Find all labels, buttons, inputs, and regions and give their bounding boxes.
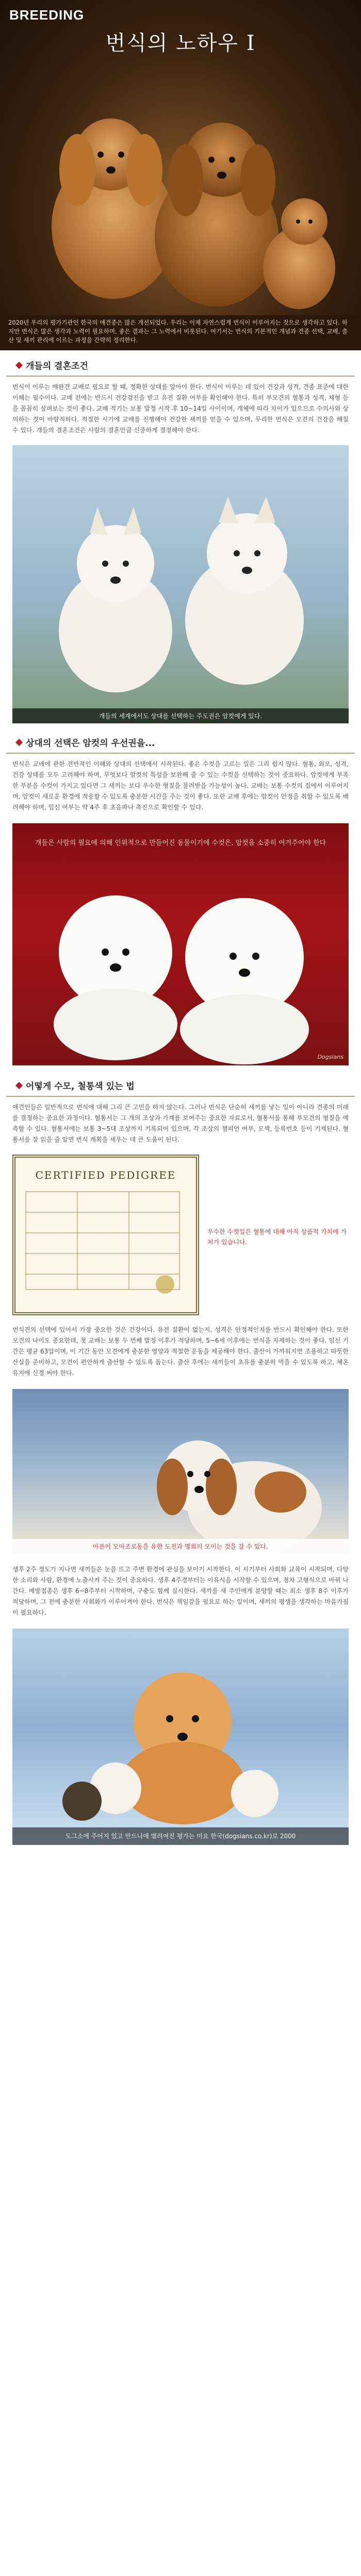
section-2-body: 번식은 교배에 관한 전반적인 이해와 상대의 선택에서 시작된다. 좋은 수컷을 고르는 일은 그리 쉽지 않다. 혈통, 외모, 성격, 건강 상태를 모두 고려해야 하며, 무엇보다 암컷의 특성을 보완해 줄 수 있는 수컷을 선택하는 것이 중요하다. 암컷에게 부족한 부분을 수컷이 가지고 있다면 그 새끼는 보다 우수한 형질을 물려받을 가능성이 높다. 교배는 보통 수컷의 집에서 이루어지며, 암컷이 새로운 환경에 적응할 수 있도록 충분한 시간을 주는 것이 좋다. 또한 교배 후에는 암컷이 안정을 취할 수 있도록 배려해야 하며, 임신 여부는 약 4주 후 초음파나 촉진으로 확인할 수 있다. (12, 760, 349, 811)
pedigree-certificate (12, 1155, 199, 1315)
spaniel-illustration (12, 1389, 349, 1554)
hero-banner (0, 0, 361, 350)
westie-caption: 개들의 세계에서도 상대를 선택하는 주도권은 암컷에게 있다. (12, 708, 349, 723)
page-title: 번식의 노하우 Ⅰ (105, 31, 256, 55)
westie-photo (12, 445, 349, 723)
bichon-photo (12, 823, 349, 1065)
section-title-2: 상대의 선택은 암컷의 우선권을... (26, 738, 155, 749)
photo-credit: Dogsians (317, 1054, 343, 1060)
section-title-1: 개들의 결혼조건 (26, 361, 88, 371)
section-title-3: 어떻게 수모, 철통색 있는 법 (26, 1081, 135, 1092)
section-3-body-3: 생후 2주 정도가 지나면 새끼들은 눈을 뜨고 주변 환경에 관심을 보이기 시작한다. 이 시기부터 사회화 교육이 시작되며, 다양한 소리와 사람, 환경에 노출시켜 주는 것이 중요하다. 생후 4주경부터는 이유식을 시작할 수 있으며, 점차 고형식으로 바꿔 나간다. 예방접종은 생후 6~8주부터 시작하며, 구충도 함께 실시한다. 새끼를 새 주인에게 분양할 때는 최소 생후 8주 이후가 적당하며, 그 전에 충분한 사회화가 이루어져야 한다. 번식은 책임감을 필요로 하는 일이며, 새끼의 평생을 생각하는 마음가짐이 필요하다. (12, 1566, 349, 1616)
section-heading-2 (6, 727, 355, 754)
pedigree-table-graphic (15, 1181, 190, 1305)
puppies-caption: 도그소에 주어지 있고 만드니에 벌려여진 평가는 미요 한국(dogsians.co.kr)로 2000 (12, 1827, 349, 1845)
hero-lead-text: 2020년 우리의 평가기관인 한국의 애견종은 많은 개선되었다. 우리는 이제 자연스럽게 번식이 이루어지는 것으로 생각하고 있다. 하지만 번식은 많은 생각과 노력이 필요하며, 좋은 결과는 그 노력에서 비롯된다. 여기서는 번식의 기본적인 개념과 견종 선택, 교배, 출산 및 새끼 관리에 이르는 과정을 간략히 정리한다. (0, 315, 361, 350)
section-3-body: 애견인들은 일반적으로 번식에 대해 그리 큰 고민을 하지 않는다. 그러나 번식은 단순히 새끼를 낳는 일이 아니라 견종의 미래를 결정하는 중요한 과정이다. 혈통서는 그 개의 조상과 가계를 보여주는 중요한 자료로서, 혈통서를 통해 부모견의 형질을 예측할 수 있다. 혈통서에는 보통 3~5대 조상까지 기록되어 있으며, 각 조상의 챔피언 여부, 모색, 등록번호 등이 기재된다. 혈통서를 잘 읽을 줄 알면 번식 계획을 세우는 데 큰 도움이 된다. (12, 1104, 349, 1143)
diamond-bullet-icon (15, 361, 23, 368)
diamond-bullet-icon (15, 738, 23, 745)
section-3-body-2: 번식견의 선택에 있어서 가장 중요한 것은 건강이다. 유전 질환이 없는지, 성격은 안정적인지를 반드시 확인해야 한다. 또한 모견의 나이도 중요한데, 첫 교배는 보통 두 번째 발정 이후가 적당하며, 5~6세 이후에는 번식을 자제하는 것이 좋다. 임신 기간은 평균 63일이며, 이 기간 동안 모견에게 충분한 영양과 적절한 운동을 제공해야 한다. 출산이 가까워지면 조용하고 따뜻한 산실을 준비하고, 모견이 편안하게 출산할 수 있도록 돕는다. 출산 후에는 새끼들이 초유를 충분히 먹을 수 있도록 하고, 체온 유지에 신경 써야 한다. (12, 1326, 349, 1377)
poodle-photo (0, 72, 361, 314)
section-1-body: 번식이 이루는 애완견 교배로 필요로 할 때, 정확한 상태를 알아야 한다. 번식이 이루는 데 있어 건강과 성격, 견종 표준에 대한 이해는 필수이다. 교배 전에는 반드시 건강검진을 받고 유전 질환 여부를 확인해야 한다. 특히 부모견의 혈통과 성격, 체형 등을 꼼꼼히 살펴보는 것이 좋다. 교배 적기는 보통 발정 시작 후 10~14일 사이이며, 개체에 따라 차이가 있으므로 수의사와 상의하는 것이 바람직하다. 적절한 시기에 교배를 진행해야 건강한 새끼를 얻을 수 있으며, 무리한 번식은 모견의 건강을 해칠 수 있다. 개들의 결혼조건은 사람의 결혼만큼 신중하게 결정해야 한다. (12, 383, 349, 434)
puppies-illustration (12, 1629, 349, 1845)
section-heading-3 (6, 1071, 355, 1097)
certificate-title: CERTIFIED PEDIGREE (35, 1169, 176, 1181)
bichon-quote: 개들은 사람의 필요에 의해 인위적으로 만들어진 동물이기에 수컷은, 암컷을 소중히 여겨주어야 한다 (35, 839, 326, 847)
puppies-photo (12, 1629, 349, 1845)
spaniel-caption: 아픈이 모아조로동을 유한 도전과 명회의 모이는 것을 갈 수 있다. (12, 1539, 349, 1554)
brand-label: BREEDING (9, 7, 85, 23)
spaniel-photo (12, 1389, 349, 1554)
westie-illustration (12, 445, 349, 723)
section-heading-1 (6, 350, 355, 377)
certificate-side-note: 우수한 수컷일은 혈통에 대해 아직 상품적 가치에 가치가 있습니다. (207, 1228, 347, 1246)
certificate-row (0, 1150, 361, 1319)
diamond-bullet-icon (15, 1081, 23, 1089)
bichon-illustration (12, 823, 349, 1065)
